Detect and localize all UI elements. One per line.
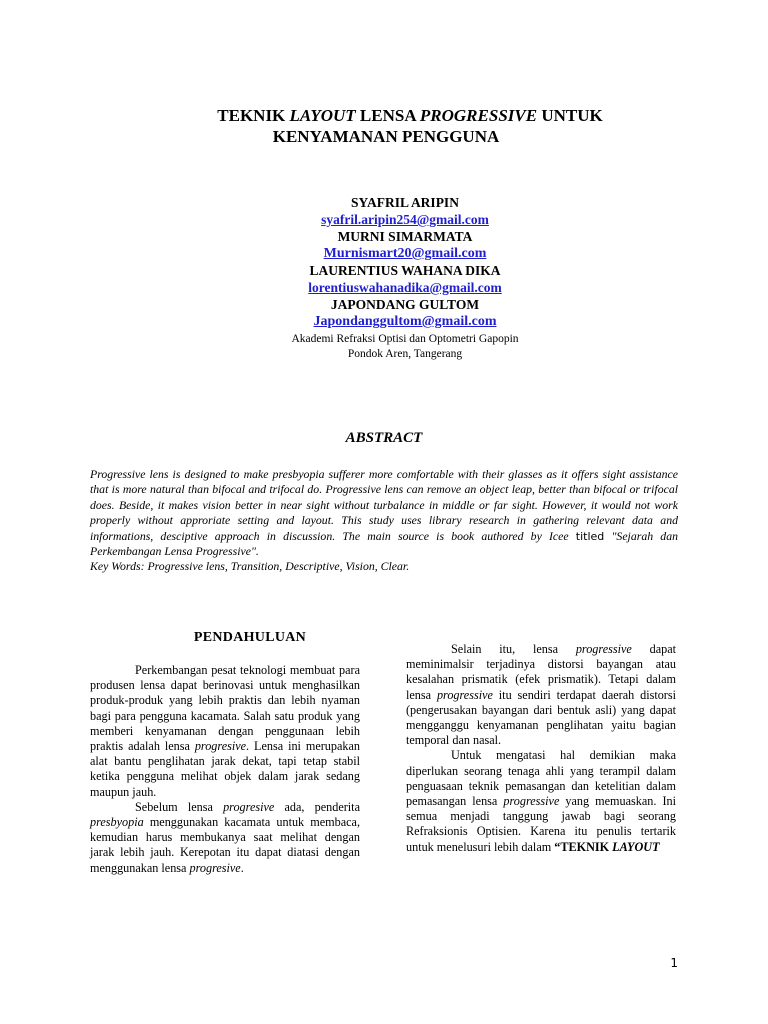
section-heading: PENDAHULUAN — [193, 630, 307, 645]
author-name: MURNI SIMARMATA — [337, 229, 473, 244]
keywords: Key Words: Progressive lens, Transition, Descriptive, Vision, Clear. — [90, 559, 410, 574]
title-line-1: TEKNIK LAYOUT LENSA PROGRESSIVE UNTUK — [217, 106, 603, 125]
page-number: 1 — [670, 956, 678, 970]
author-block — [200, 194, 610, 362]
author-email[interactable]: Murnismart20@gmail.com — [323, 246, 487, 261]
author-name: LAURENTIUS WAHANA DIKA — [309, 263, 501, 278]
paragraph: Untuk mengatasi hal demikian maka diperlukan seorang tenaga ahli yang terampil dalam penguasaan teknik pemasangan dan ketelitian dalam pemasangan lensa progressive yang memuaskan. Ini semua menjadi tanggung jawab bagi seorang Refraksionis Optisien. Karena itu penulis tertarik untuk menelusuri lebih dalam “TEKNIK LAYOUT — [406, 748, 676, 854]
author-email[interactable]: lorentiuswahanadika@gmail.com — [308, 280, 502, 295]
author-name: JAPONDANG GULTOM — [330, 297, 480, 312]
abstract-body: Progressive lens is designed to make presbyopia sufferer more comfortable with their glasses as it offers sight assistance that is more natural than bifocal and trifocal do. Progressive lens can remove an object leap, better than bifocal or trifocal does. Beside, it makes vision better in near sight without turbalance in middle or far sight. However, it would not work properly without approriate setting and layout. This study uses library research in gathering relevant data and informations, desciptive approach in discussion. The main source is book authored by Icee titled "Sejarah dan Perkembangan Lensa Progressive". Key Words: Progressive lens, Transition, Descriptive, Vision, Clear. — [90, 467, 678, 574]
affiliation-line-1: Akademi Refraksi Optisi dan Optometri Gapopin — [291, 333, 519, 345]
right-column — [406, 642, 676, 855]
title-line-2: KENYAMANAN PENGGUNA — [272, 127, 500, 146]
affiliation-line-2: Pondok Aren, Tangerang — [347, 348, 463, 360]
abstract-heading: ABSTRACT — [345, 430, 423, 446]
paragraph: Selain itu, lensa progressive dapat meminimalsir terjadinya distorsi bayangan atau kesalahan prismatik (efek prismatik). Tetapi dalam lensa progressive itu sendiri terdapat daerah distorsi (pengerusakan bayangan dari bentuk asli) yang dapat mengganggu kenyamanan penglihatan yaitu bagian temporal dan nasal. — [406, 642, 676, 748]
author-name: SYAFRIL ARIPIN — [351, 195, 459, 210]
author-email[interactable]: syafril.aripin254@gmail.com — [321, 212, 489, 227]
paragraph: Perkembangan pesat teknologi membuat para produsen lensa dapat berinovasi untuk menghasilkan produk-produk yang lebih praktis dan lebih nyaman bagi para pengguna kacamata. Salah satu produk yang memberi kenyamanan dengan penggunaan lebih praktis adalah lensa progresive. Lensa ini merupakan alat bantu penglihatan jarak dekat, tapi tetap stabil ketika pengguna melihat objek dalam jarak sedang maupun jauh. — [90, 663, 361, 799]
left-column — [90, 663, 360, 876]
paragraph: Sebelum lensa progresive ada, penderita presbyopia menggunakan kacamata untuk membaca, kemudian harus membukanya saat melihat dengan jarak lebih jauh. Kerepotan itu dapat diatasi dengan menggunakan lensa progresive. — [90, 799, 360, 875]
paper-title — [150, 105, 670, 147]
author-email[interactable]: Japondanggultom@gmail.com — [313, 314, 497, 329]
